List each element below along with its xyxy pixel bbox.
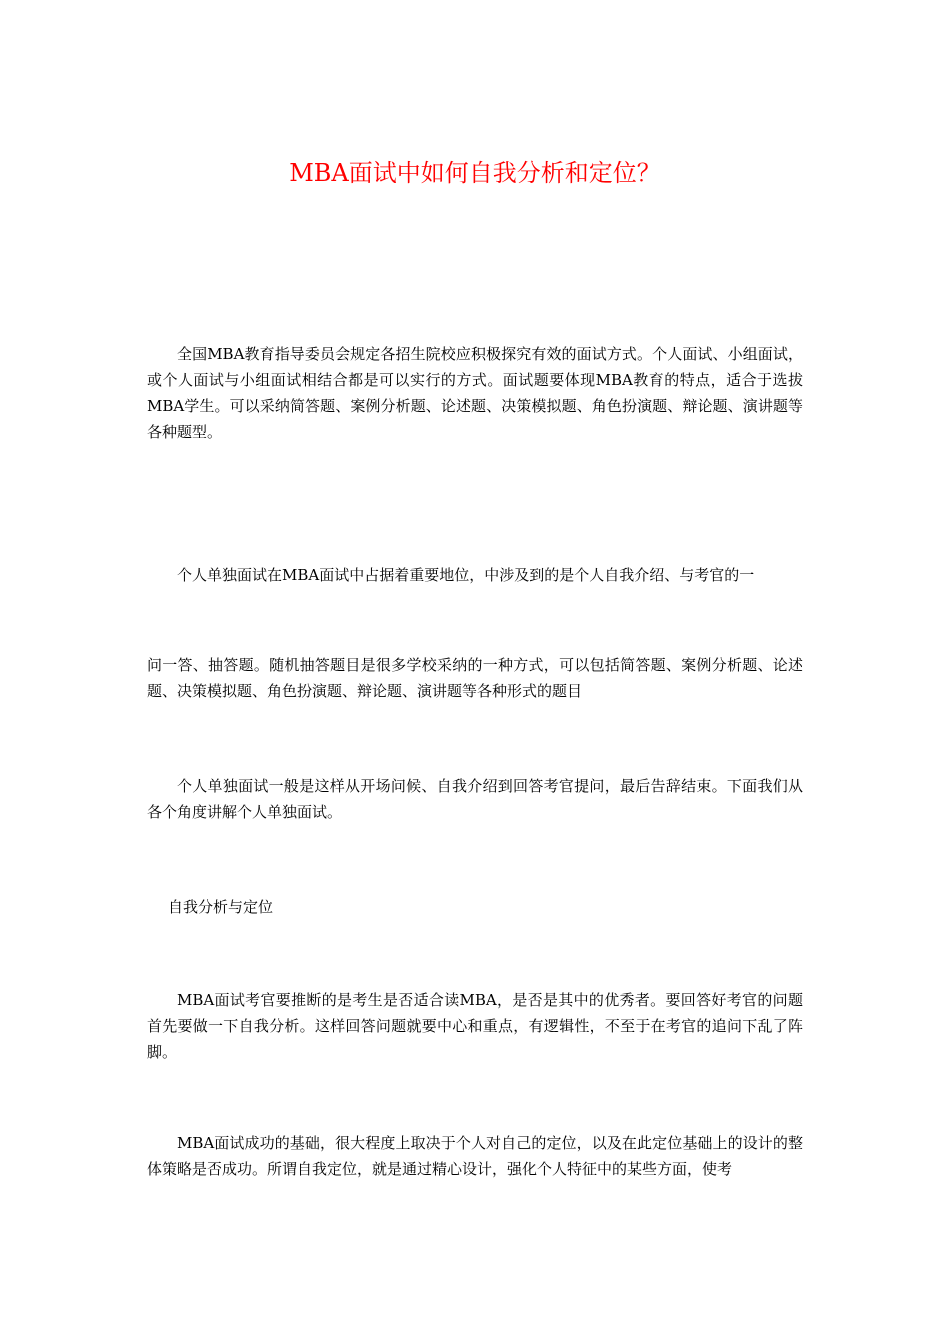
paragraph-6: MBA面试成功的基础，很大程度上取决于个人对自己的定位，以及在此定位基础上的设计的整体策略是否成功。所谓自我定位，就是通过精心设计，强化个人特征中的某些方面，使考 bbox=[147, 1134, 803, 1178]
section-heading: 自我分析与定位 bbox=[168, 898, 274, 916]
paragraph-2: 个人单独面试在MBA面试中占据着重要地位，中涉及到的是个人自我介绍、与考官的一 bbox=[177, 566, 755, 584]
paragraph-4: 个人单独面试一般是这样从开场问候、自我介绍到回答考官提问，最后告辞结束。下面我们从各个角度讲解个人单独面试。 bbox=[147, 777, 803, 821]
document-title: MBA面试中如何自我分析和定位？ bbox=[289, 159, 661, 187]
paragraph-1: 全国MBA教育指导委员会规定各招生院校应积极探究有效的面试方式。个人面试、小组面试，或个人面试与小组面试相结合都是可以实行的方式。面试题要体现MBA教育的特点，适合于选拔MBA学生。可以采纳简答题、案例分析题、论述题、决策模拟题、角色扮演题、辩论题、演讲题等各种题型。 bbox=[147, 345, 803, 441]
paragraph-5: MBA面试考官要推断的是考生是否适合读MBA，是否是其中的优秀者。要回答好考官的问题首先要做一下自我分析。这样回答问题就要中心和重点，有逻辑性，不至于在考官的追问下乱了阵脚。 bbox=[147, 991, 803, 1061]
paragraph-3: 问一答、抽答题。随机抽答题目是很多学校采纳的一种方式，可以包括简答题、案例分析题、论述题、决策模拟题、角色扮演题、辩论题、演讲题等各种形式的题目 bbox=[147, 656, 803, 700]
